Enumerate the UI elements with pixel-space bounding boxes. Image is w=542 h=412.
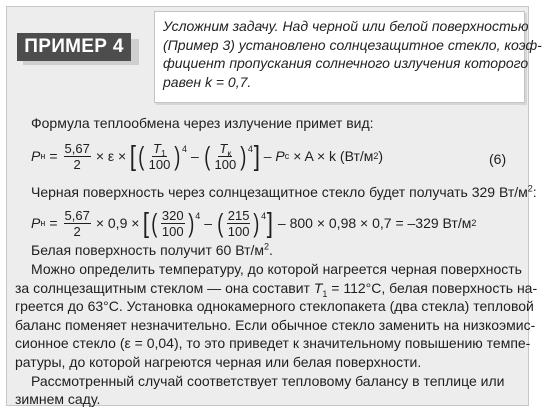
fraction-tk [214,142,238,171]
paren-open: ( [151,208,158,238]
var-t-sub: 1 [322,288,328,299]
fraction-num [218,142,232,157]
formula-tail2: × A × k (Вт/м [293,147,374,164]
formula-minus: – [191,147,199,164]
example-badge: ПРИМЕР 4 [17,33,131,61]
task-box [154,11,542,103]
formula-times-eps: × ε × [95,147,127,164]
example-header [7,7,542,107]
var-t: T [153,140,161,156]
paren-open: ( [138,141,145,171]
equation-number: (6) [489,151,507,167]
fraction-den: 100 [214,156,237,172]
glass-line-text: Черная поверхность через солнцезащитное стекло будет получать 329 Вт/м [31,184,528,200]
var-t: T [313,279,323,296]
fraction-t1 [148,142,172,171]
fraction-den: 100 [227,223,250,239]
fraction-num [152,142,167,157]
glass-line-end: : [532,184,537,200]
white-line [31,241,273,260]
paragraph-line: баланс поменяет незначительно. Если обычное стекло заменить на низкоэмис- [15,316,536,333]
example-panel [6,6,542,408]
fraction-den: 2 [73,156,81,172]
formula-intro: Формула теплообмена через излучение примет вид: [31,115,374,131]
var-t-sub: 1 [160,148,166,159]
fraction-num: 320 [161,207,184,223]
paragraph-line: Рассмотренный случай соответствует тепловому балансу в теплице или [31,372,505,389]
paragraph-line: Можно определить температуру, до которой нагреется черная поверхность [31,261,522,277]
fraction-a [161,209,185,238]
white-line-sup: 2 [264,241,270,252]
paren-close: ) [240,141,247,171]
formula-computed: P н = $\frac{5,67}{2}$ × 0,9 × [ ( $\frac{320}{100}$ ) 4 – ( $\frac{215}{100}$ ) 4 ] – 800 × 0,98 × 0,7 = –329 Вт/м 2 [31,207,477,239]
task-line: равен k = 0,7. [163,73,252,90]
formula-tail: – 800 × 0,98 × 0,7 = –329 Вт/м [277,214,472,231]
paragraph-line: зимнем саду. [15,391,101,408]
glass-line-sup: 2 [527,183,533,194]
task-line: (Пример 3) установлено солнцезащитное стекло, коэф- [163,36,542,53]
fraction-coef [64,209,91,238]
paragraph-text: за солнцезащитным стеклом — она составит [15,279,314,296]
bracket-open: [ [129,140,137,171]
fraction-den: 2 [73,223,81,239]
white-line-text: Белая поверхность получит 60 Вт/м [31,242,265,258]
fraction-coef [64,142,91,171]
fraction-num: 5,67 [64,207,90,223]
paragraph-line: ратуры, до которой нагреются черная или белая поверхности. [15,354,422,370]
fraction-num: 215 [227,207,250,223]
glass-line [31,183,537,202]
paragraph-text: = 112°С, белая поверхность на- [327,279,538,296]
fraction-num: 5,67 [64,140,90,156]
formula-eq: = [49,147,58,164]
task-line: Усложним задачу. Над черной или белой поверхностью [163,18,529,34]
formula-tail: – P [263,147,285,164]
bracket-close: ] [266,207,274,238]
fraction-den: 100 [148,156,171,172]
paragraph-line [15,279,537,298]
bracket-open: [ [143,207,150,238]
formula-tail3: ) [378,147,384,164]
paragraph-line: сионное стекло (ε = 0,04), то это приведет к значительному повышению темпе- [15,335,531,352]
example-badge-wrap [17,33,139,63]
formula-lhs: P [31,147,41,164]
paren-close: ) [187,208,194,238]
formula-minus: – [204,214,213,231]
var-t: T [219,140,228,156]
bracket-close: ] [253,140,260,171]
task-line: фициент пропускания солнечного излучения которого [163,55,529,71]
formula-lhs: P [31,214,41,231]
formula-radiation: P н = $\frac{5,67}{2}$ × ε × [ ( $\frac{T_1}{100}$ ) 4 – ( $\frac{T_к}{100}$ ) 4 ] – P с × A × k (Вт/м 2 ) [31,140,384,172]
paren-close: ) [174,141,181,171]
var-t-sub: к [227,148,232,159]
paren-close: ) [253,208,260,238]
paragraph-line: греется до 63°С. Установка однокамерного стеклопакета (два стекла) тепловой [15,298,534,315]
paren-open: ( [204,141,211,171]
fraction-b [227,209,251,238]
fraction-den: 100 [161,223,184,239]
formula-eq: = [49,214,58,231]
formula-times: × 0,9 × [95,214,140,231]
white-line-end: . [269,242,273,258]
paren-open: ( [217,208,224,238]
